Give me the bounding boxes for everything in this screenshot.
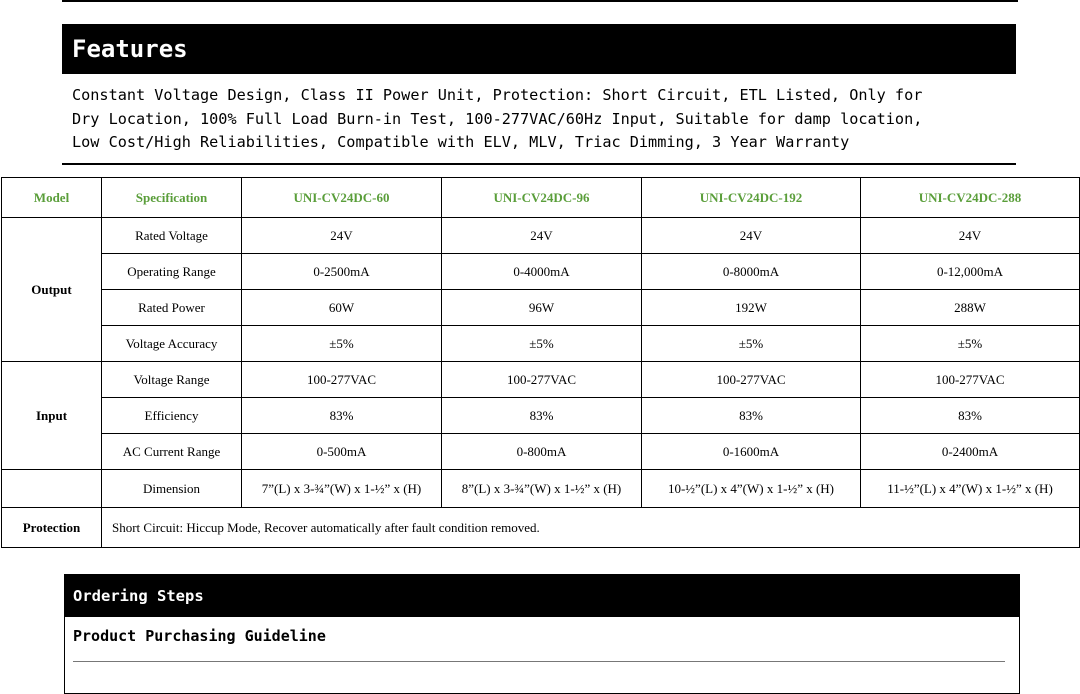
features-rule [62,163,1016,165]
protection-text: Short Circuit: Hiccup Mode, Recover automatically after fault condition removed. [102,508,1080,548]
table-cell: 0-12,000mA [861,254,1080,290]
ordering-section [64,574,1020,694]
table-row [2,290,1080,326]
spec-label: Voltage Accuracy [102,326,242,362]
header-specification: Specification [102,178,242,218]
spec-label: Operating Range [102,254,242,290]
table-cell: 0-1600mA [642,434,861,470]
table-cell: 8”(L) x 3-¾”(W) x 1-½” x (H) [442,470,642,508]
empty-group-cell [2,470,102,508]
table-cell: 0-2500mA [242,254,442,290]
features-line: Low Cost/High Reliabilities, Compatible with ELV, MLV, Triac Dimming, 3 Year Warranty [72,133,850,151]
table-cell: ±5% [242,326,442,362]
features-line: Constant Voltage Design, Class II Power Unit, Protection: Short Circuit, ETL Listed, Only for [72,86,923,104]
table-cell: ±5% [642,326,861,362]
table-cell: 60W [242,290,442,326]
table-cell: 100-277VAC [442,362,642,398]
group-input: Input [2,362,102,470]
table-cell: 11-½”(L) x 4”(W) x 1-½” x (H) [861,470,1080,508]
table-cell: 0-8000mA [642,254,861,290]
spec-label: Dimension [102,470,242,508]
table-cell: 0-2400mA [861,434,1080,470]
header-model-288: UNI-CV24DC-288 [861,178,1080,218]
header-model-60: UNI-CV24DC-60 [242,178,442,218]
features-title: Features [62,24,1016,74]
spec-label: AC Current Range [102,434,242,470]
table-row [2,434,1080,470]
header-model-96: UNI-CV24DC-96 [442,178,642,218]
header-model-192: UNI-CV24DC-192 [642,178,861,218]
table-row [2,362,1080,398]
table-cell: 0-800mA [442,434,642,470]
guideline-rule [73,661,1005,662]
table-cell: 192W [642,290,861,326]
ordering-title: Ordering Steps [65,575,1019,617]
table-cell: 100-277VAC [242,362,442,398]
table-row [2,218,1080,254]
protection-row [2,508,1080,548]
table-cell: 96W [442,290,642,326]
header-model: Model [2,178,102,218]
table-cell: 24V [442,218,642,254]
features-line: Dry Location, 100% Full Load Burn-in Test, 100-277VAC/60Hz Input, Suitable for damp location, [72,109,923,128]
spec-table [1,177,1080,548]
table-cell: ±5% [861,326,1080,362]
table-cell: ±5% [442,326,642,362]
table-cell: 83% [242,398,442,434]
protection-label: Protection [2,508,102,548]
table-cell: 24V [642,218,861,254]
table-cell: 10-½”(L) x 4”(W) x 1-½” x (H) [642,470,861,508]
table-cell: 0-500mA [242,434,442,470]
table-cell: 100-277VAC [642,362,861,398]
table-cell: 100-277VAC [861,362,1080,398]
table-cell: 83% [442,398,642,434]
spec-label: Efficiency [102,398,242,434]
table-header-row [2,178,1080,218]
table-row [2,470,1080,508]
table-cell: 83% [861,398,1080,434]
table-cell: 83% [642,398,861,434]
table-cell: 24V [861,218,1080,254]
table-cell: 24V [242,218,442,254]
spec-label: Rated Voltage [102,218,242,254]
features-description [72,84,1012,155]
top-rule [62,0,1018,2]
spec-label: Rated Power [102,290,242,326]
table-cell: 288W [861,290,1080,326]
table-row [2,326,1080,362]
table-cell: 0-4000mA [442,254,642,290]
purchasing-guideline-title: Product Purchasing Guideline [73,627,326,645]
table-row [2,254,1080,290]
top-rule-tick [352,0,353,2]
spec-label: Voltage Range [102,362,242,398]
table-row [2,398,1080,434]
table-cell: 7”(L) x 3-¾”(W) x 1-½” x (H) [242,470,442,508]
group-output: Output [2,218,102,362]
